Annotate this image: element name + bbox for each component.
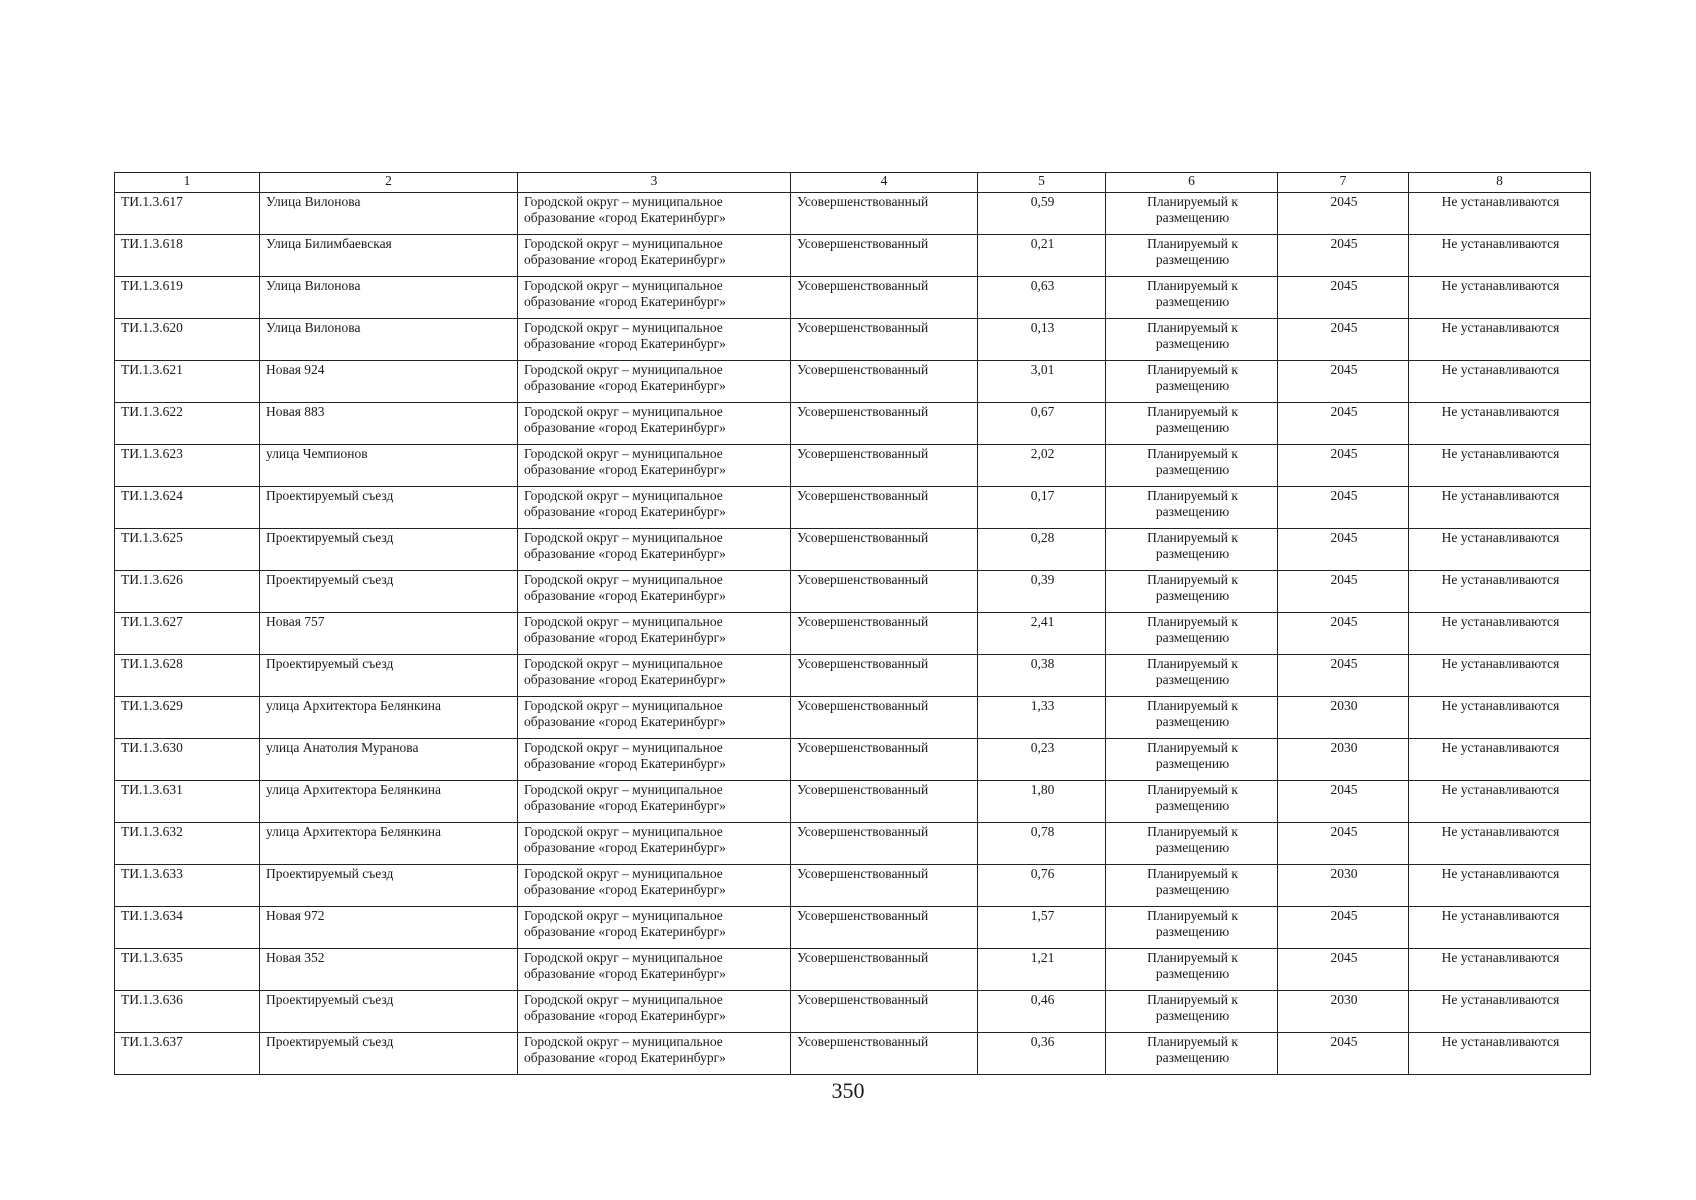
cell-length: 0,23 — [978, 739, 1106, 781]
cell-municipality: Городской округ – муниципальное образование «город Екатеринбург» — [518, 277, 791, 319]
cell-code: ТИ.1.3.635 — [115, 949, 260, 991]
cell-code: ТИ.1.3.619 — [115, 277, 260, 319]
cell-name: Новая 924 — [260, 361, 518, 403]
cell-restrictions: Не устанавливаются — [1409, 193, 1591, 235]
cell-year: 2045 — [1278, 235, 1409, 277]
cell-surface-type: Усовершенствованный — [791, 865, 978, 907]
cell-length: 0,21 — [978, 235, 1106, 277]
cell-municipality: Городской округ – муниципальное образование «город Екатеринбург» — [518, 319, 791, 361]
column-header: 6 — [1106, 173, 1278, 193]
table-row — [115, 613, 1591, 655]
cell-municipality: Городской округ – муниципальное образование «город Екатеринбург» — [518, 529, 791, 571]
cell-surface-type: Усовершенствованный — [791, 613, 978, 655]
cell-surface-type: Усовершенствованный — [791, 991, 978, 1033]
cell-restrictions: Не устанавливаются — [1409, 1033, 1591, 1075]
cell-restrictions: Не устанавливаются — [1409, 487, 1591, 529]
cell-code: ТИ.1.3.621 — [115, 361, 260, 403]
cell-name: Проектируемый съезд — [260, 571, 518, 613]
cell-status: Планируемый к размещению — [1106, 277, 1278, 319]
cell-name: Улица Билимбаевская — [260, 235, 518, 277]
cell-surface-type: Усовершенствованный — [791, 571, 978, 613]
cell-municipality: Городской округ – муниципальное образование «город Екатеринбург» — [518, 697, 791, 739]
cell-surface-type: Усовершенствованный — [791, 781, 978, 823]
cell-status: Планируемый к размещению — [1106, 739, 1278, 781]
cell-surface-type: Усовершенствованный — [791, 739, 978, 781]
cell-status: Планируемый к размещению — [1106, 193, 1278, 235]
cell-length: 0,59 — [978, 193, 1106, 235]
cell-year: 2045 — [1278, 1033, 1409, 1075]
cell-length: 1,80 — [978, 781, 1106, 823]
cell-restrictions: Не устанавливаются — [1409, 571, 1591, 613]
cell-length: 0,67 — [978, 403, 1106, 445]
column-header: 8 — [1409, 173, 1591, 193]
cell-status: Планируемый к размещению — [1106, 445, 1278, 487]
table-row — [115, 865, 1591, 907]
table-row — [115, 991, 1591, 1033]
cell-municipality: Городской округ – муниципальное образование «город Екатеринбург» — [518, 823, 791, 865]
cell-municipality: Городской округ – муниципальное образование «город Екатеринбург» — [518, 571, 791, 613]
cell-code: ТИ.1.3.617 — [115, 193, 260, 235]
cell-code: ТИ.1.3.627 — [115, 613, 260, 655]
cell-year: 2045 — [1278, 781, 1409, 823]
table-row — [115, 235, 1591, 277]
cell-length: 0,76 — [978, 865, 1106, 907]
cell-restrictions: Не устанавливаются — [1409, 781, 1591, 823]
cell-municipality: Городской округ – муниципальное образование «город Екатеринбург» — [518, 655, 791, 697]
cell-year: 2045 — [1278, 487, 1409, 529]
cell-name: Проектируемый съезд — [260, 655, 518, 697]
cell-length: 1,57 — [978, 907, 1106, 949]
cell-surface-type: Усовершенствованный — [791, 907, 978, 949]
cell-name: Проектируемый съезд — [260, 487, 518, 529]
cell-surface-type: Усовершенствованный — [791, 445, 978, 487]
cell-status: Планируемый к размещению — [1106, 487, 1278, 529]
cell-length: 1,21 — [978, 949, 1106, 991]
cell-surface-type: Усовершенствованный — [791, 277, 978, 319]
column-header: 3 — [518, 173, 791, 193]
cell-year: 2045 — [1278, 319, 1409, 361]
cell-status: Планируемый к размещению — [1106, 571, 1278, 613]
cell-code: ТИ.1.3.622 — [115, 403, 260, 445]
cell-status: Планируемый к размещению — [1106, 1033, 1278, 1075]
cell-year: 2045 — [1278, 277, 1409, 319]
cell-year: 2045 — [1278, 529, 1409, 571]
table-row — [115, 277, 1591, 319]
table-row — [115, 949, 1591, 991]
cell-name: Новая 757 — [260, 613, 518, 655]
cell-length: 2,41 — [978, 613, 1106, 655]
cell-municipality: Городской округ – муниципальное образование «город Екатеринбург» — [518, 361, 791, 403]
column-header: 7 — [1278, 173, 1409, 193]
table-row — [115, 697, 1591, 739]
cell-status: Планируемый к размещению — [1106, 949, 1278, 991]
cell-municipality: Городской округ – муниципальное образование «город Екатеринбург» — [518, 487, 791, 529]
cell-code: ТИ.1.3.637 — [115, 1033, 260, 1075]
cell-municipality: Городской округ – муниципальное образование «город Екатеринбург» — [518, 991, 791, 1033]
cell-municipality: Городской округ – муниципальное образование «город Екатеринбург» — [518, 445, 791, 487]
cell-restrictions: Не устанавливаются — [1409, 655, 1591, 697]
cell-municipality: Городской округ – муниципальное образование «город Екатеринбург» — [518, 781, 791, 823]
cell-name: Новая 972 — [260, 907, 518, 949]
table-row — [115, 487, 1591, 529]
cell-name: Улица Вилонова — [260, 319, 518, 361]
cell-year: 2030 — [1278, 991, 1409, 1033]
cell-year: 2045 — [1278, 823, 1409, 865]
cell-name: Улица Вилонова — [260, 277, 518, 319]
cell-municipality: Городской округ – муниципальное образование «город Екатеринбург» — [518, 193, 791, 235]
cell-restrictions: Не устанавливаются — [1409, 361, 1591, 403]
cell-name: Проектируемый съезд — [260, 529, 518, 571]
cell-status: Планируемый к размещению — [1106, 865, 1278, 907]
cell-code: ТИ.1.3.618 — [115, 235, 260, 277]
column-header: 4 — [791, 173, 978, 193]
cell-municipality: Городской округ – муниципальное образование «город Екатеринбург» — [518, 235, 791, 277]
cell-municipality: Городской округ – муниципальное образование «город Екатеринбург» — [518, 865, 791, 907]
cell-year: 2045 — [1278, 193, 1409, 235]
cell-name: Проектируемый съезд — [260, 865, 518, 907]
cell-length: 1,33 — [978, 697, 1106, 739]
cell-year: 2045 — [1278, 949, 1409, 991]
cell-year: 2045 — [1278, 613, 1409, 655]
cell-status: Планируемый к размещению — [1106, 613, 1278, 655]
cell-length: 0,38 — [978, 655, 1106, 697]
cell-municipality: Городской округ – муниципальное образование «город Екатеринбург» — [518, 739, 791, 781]
cell-status: Планируемый к размещению — [1106, 991, 1278, 1033]
cell-surface-type: Усовершенствованный — [791, 697, 978, 739]
column-header: 2 — [260, 173, 518, 193]
cell-status: Планируемый к размещению — [1106, 907, 1278, 949]
cell-code: ТИ.1.3.628 — [115, 655, 260, 697]
cell-code: ТИ.1.3.624 — [115, 487, 260, 529]
cell-surface-type: Усовершенствованный — [791, 361, 978, 403]
cell-restrictions: Не устанавливаются — [1409, 739, 1591, 781]
table-row — [115, 655, 1591, 697]
cell-name: Новая 883 — [260, 403, 518, 445]
table-row — [115, 193, 1591, 235]
cell-restrictions: Не устанавливаются — [1409, 823, 1591, 865]
cell-code: ТИ.1.3.631 — [115, 781, 260, 823]
cell-length: 0,17 — [978, 487, 1106, 529]
cell-length: 0,13 — [978, 319, 1106, 361]
cell-restrictions: Не устанавливаются — [1409, 445, 1591, 487]
cell-code: ТИ.1.3.633 — [115, 865, 260, 907]
cell-name: Улица Вилонова — [260, 193, 518, 235]
page-number: 350 — [831, 1078, 865, 1103]
cell-status: Планируемый к размещению — [1106, 319, 1278, 361]
cell-status: Планируемый к размещению — [1106, 697, 1278, 739]
cell-length: 0,78 — [978, 823, 1106, 865]
cell-year: 2045 — [1278, 361, 1409, 403]
cell-restrictions: Не устанавливаются — [1409, 403, 1591, 445]
table-row — [115, 403, 1591, 445]
cell-name: улица Архитектора Белянкина — [260, 697, 518, 739]
cell-code: ТИ.1.3.625 — [115, 529, 260, 571]
cell-restrictions: Не устанавливаются — [1409, 277, 1591, 319]
cell-status: Планируемый к размещению — [1106, 361, 1278, 403]
cell-year: 2045 — [1278, 655, 1409, 697]
cell-name: Проектируемый съезд — [260, 1033, 518, 1075]
cell-restrictions: Не устанавливаются — [1409, 235, 1591, 277]
cell-status: Планируемый к размещению — [1106, 529, 1278, 571]
cell-surface-type: Усовершенствованный — [791, 487, 978, 529]
table-row — [115, 361, 1591, 403]
cell-restrictions: Не устанавливаются — [1409, 697, 1591, 739]
table-row — [115, 529, 1591, 571]
cell-surface-type: Усовершенствованный — [791, 823, 978, 865]
cell-year: 2030 — [1278, 697, 1409, 739]
cell-municipality: Городской округ – муниципальное образование «город Екатеринбург» — [518, 613, 791, 655]
table-row — [115, 739, 1591, 781]
cell-restrictions: Не устанавливаются — [1409, 865, 1591, 907]
cell-length: 3,01 — [978, 361, 1106, 403]
cell-code: ТИ.1.3.623 — [115, 445, 260, 487]
cell-year: 2045 — [1278, 403, 1409, 445]
cell-name: улица Чемпионов — [260, 445, 518, 487]
table-row — [115, 445, 1591, 487]
cell-code: ТИ.1.3.632 — [115, 823, 260, 865]
cell-year: 2045 — [1278, 445, 1409, 487]
cell-name: Новая 352 — [260, 949, 518, 991]
cell-length: 0,46 — [978, 991, 1106, 1033]
cell-year: 2030 — [1278, 739, 1409, 781]
table-row — [115, 907, 1591, 949]
cell-restrictions: Не устанавливаются — [1409, 949, 1591, 991]
cell-status: Планируемый к размещению — [1106, 781, 1278, 823]
cell-name: улица Анатолия Муранова — [260, 739, 518, 781]
table-row — [115, 823, 1591, 865]
cell-code: ТИ.1.3.626 — [115, 571, 260, 613]
cell-year: 2030 — [1278, 865, 1409, 907]
column-header: 5 — [978, 173, 1106, 193]
cell-status: Планируемый к размещению — [1106, 823, 1278, 865]
cell-name: Проектируемый съезд — [260, 991, 518, 1033]
cell-municipality: Городской округ – муниципальное образование «город Екатеринбург» — [518, 907, 791, 949]
table-row — [115, 571, 1591, 613]
cell-name: улица Архитектора Белянкина — [260, 781, 518, 823]
cell-surface-type: Усовершенствованный — [791, 319, 978, 361]
cell-status: Планируемый к размещению — [1106, 235, 1278, 277]
cell-restrictions: Не устанавливаются — [1409, 907, 1591, 949]
cell-municipality: Городской округ – муниципальное образование «город Екатеринбург» — [518, 949, 791, 991]
cell-surface-type: Усовершенствованный — [791, 949, 978, 991]
cell-length: 0,28 — [978, 529, 1106, 571]
table-body — [115, 193, 1591, 1075]
cell-municipality: Городской округ – муниципальное образование «город Екатеринбург» — [518, 403, 791, 445]
cell-code: ТИ.1.3.636 — [115, 991, 260, 1033]
cell-restrictions: Не устанавливаются — [1409, 529, 1591, 571]
cell-surface-type: Усовершенствованный — [791, 235, 978, 277]
cell-surface-type: Усовершенствованный — [791, 403, 978, 445]
cell-length: 2,02 — [978, 445, 1106, 487]
cell-restrictions: Не устанавливаются — [1409, 319, 1591, 361]
cell-code: ТИ.1.3.630 — [115, 739, 260, 781]
cell-name: улица Архитектора Белянкина — [260, 823, 518, 865]
cell-status: Планируемый к размещению — [1106, 655, 1278, 697]
cell-surface-type: Усовершенствованный — [791, 193, 978, 235]
column-header: 1 — [115, 173, 260, 193]
table-row — [115, 1033, 1591, 1075]
data-table — [114, 172, 1591, 1075]
table-header-row — [115, 173, 1591, 193]
cell-year: 2045 — [1278, 571, 1409, 613]
table-row — [115, 319, 1591, 361]
cell-surface-type: Усовершенствованный — [791, 655, 978, 697]
cell-code: ТИ.1.3.620 — [115, 319, 260, 361]
cell-restrictions: Не устанавливаются — [1409, 613, 1591, 655]
cell-surface-type: Усовершенствованный — [791, 529, 978, 571]
cell-length: 0,63 — [978, 277, 1106, 319]
cell-length: 0,39 — [978, 571, 1106, 613]
cell-year: 2045 — [1278, 907, 1409, 949]
cell-surface-type: Усовершенствованный — [791, 1033, 978, 1075]
cell-restrictions: Не устанавливаются — [1409, 991, 1591, 1033]
table-row — [115, 781, 1591, 823]
cell-length: 0,36 — [978, 1033, 1106, 1075]
cell-code: ТИ.1.3.634 — [115, 907, 260, 949]
cell-status: Планируемый к размещению — [1106, 403, 1278, 445]
cell-municipality: Городской округ – муниципальное образование «город Екатеринбург» — [518, 1033, 791, 1075]
cell-code: ТИ.1.3.629 — [115, 697, 260, 739]
